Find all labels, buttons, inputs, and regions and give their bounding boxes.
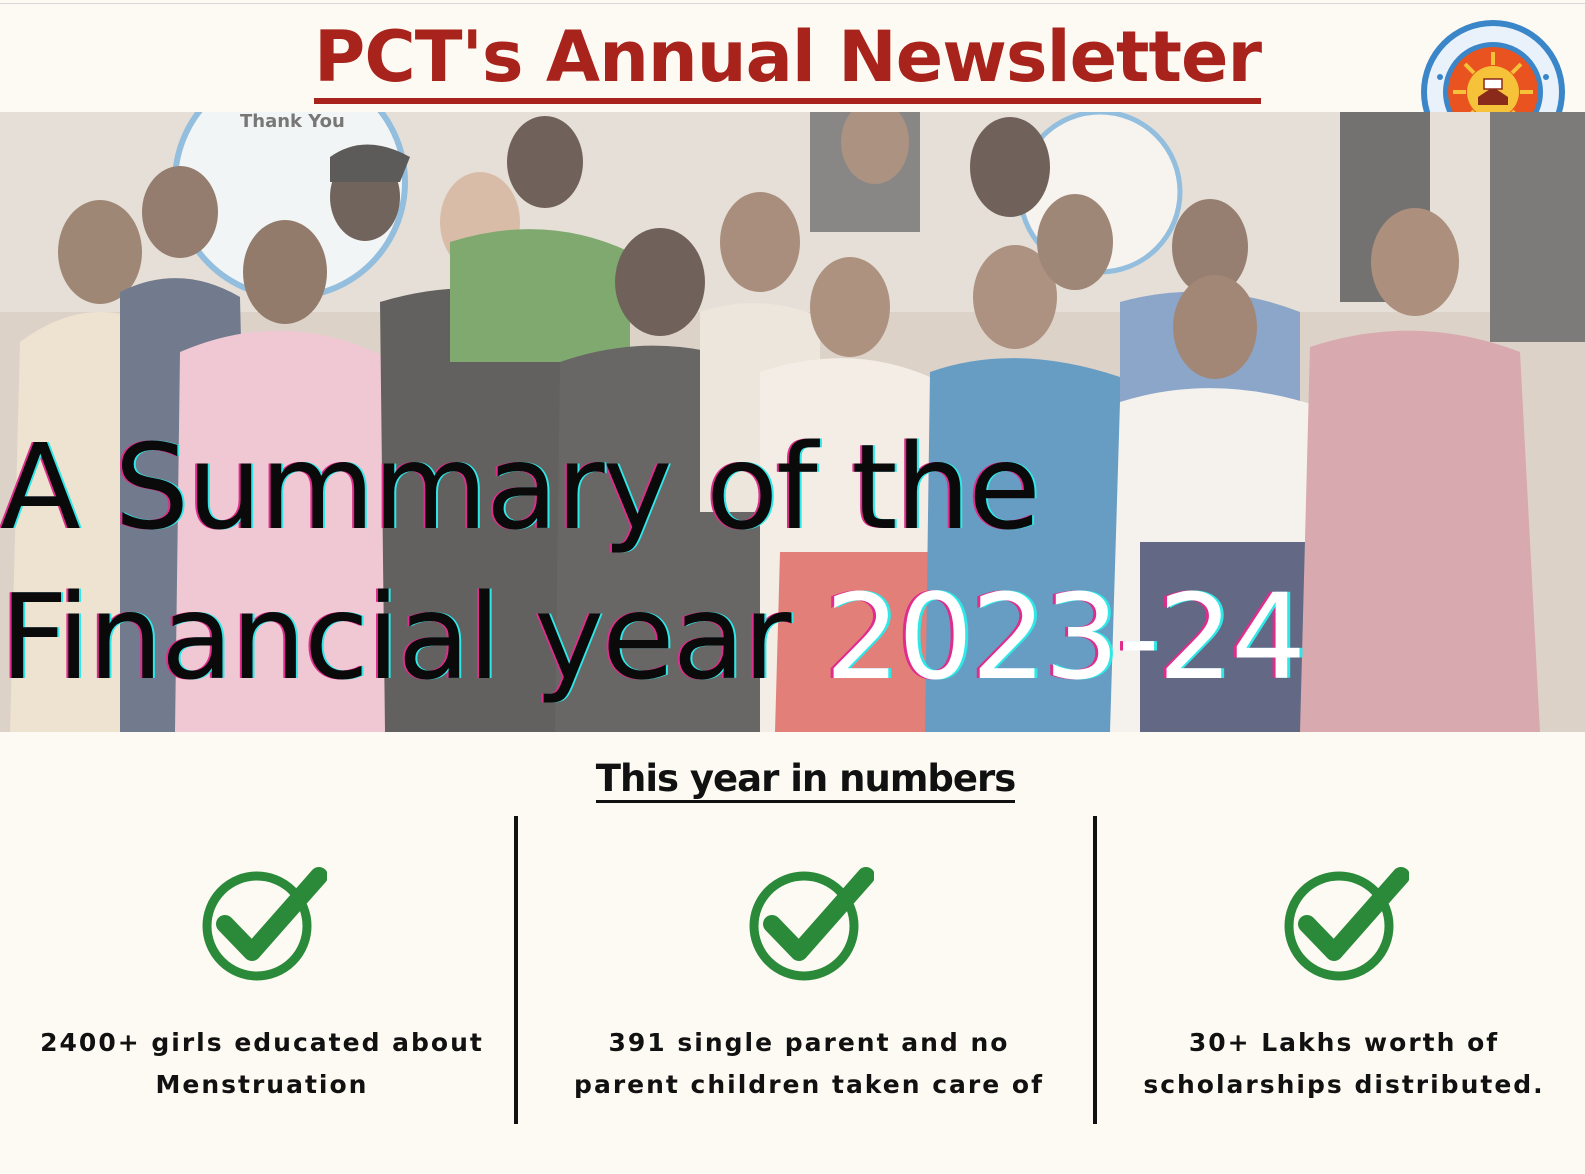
group-photo-banner <box>0 112 1585 732</box>
stat-text <box>569 1022 1049 1106</box>
newsletter-title <box>200 14 1375 100</box>
checkmark-icon <box>197 864 327 984</box>
column-divider-2 <box>1093 816 1097 1124</box>
numbers-title-text: This year in numbers <box>596 757 1015 803</box>
stat-line-1: 2400+ girls educated about <box>40 1028 484 1057</box>
headline <box>0 412 1304 712</box>
headline-line-2 <box>0 562 1304 712</box>
stat-line-2: scholarships distributed. <box>1143 1070 1545 1099</box>
column-divider-1 <box>514 816 518 1124</box>
stat-line-2: parent children taken care of <box>574 1070 1044 1099</box>
checkmark-icon <box>1279 864 1409 984</box>
stat-text <box>1104 1022 1584 1106</box>
stat-scholarships <box>1104 864 1584 1106</box>
sign-text: Thank You <box>240 112 345 132</box>
stat-text <box>22 1022 502 1106</box>
stat-children <box>569 864 1049 1106</box>
headline-year: 2023-24 <box>824 568 1305 706</box>
top-rule <box>0 3 1585 4</box>
stat-menstruation <box>22 864 502 1106</box>
stat-line-1: 30+ Lakhs worth of <box>1188 1028 1500 1057</box>
stat-line-1: 391 single parent and no <box>608 1028 1010 1057</box>
headline-line-2-text: Financial year <box>0 568 825 706</box>
headline-line-1: A Summary of the <box>0 418 1039 556</box>
checkmark-icon <box>744 864 874 984</box>
newsletter-title-text: PCT's Annual Newsletter <box>314 16 1261 104</box>
stat-line-2: Menstruation <box>155 1070 369 1099</box>
numbers-title <box>0 752 1585 806</box>
